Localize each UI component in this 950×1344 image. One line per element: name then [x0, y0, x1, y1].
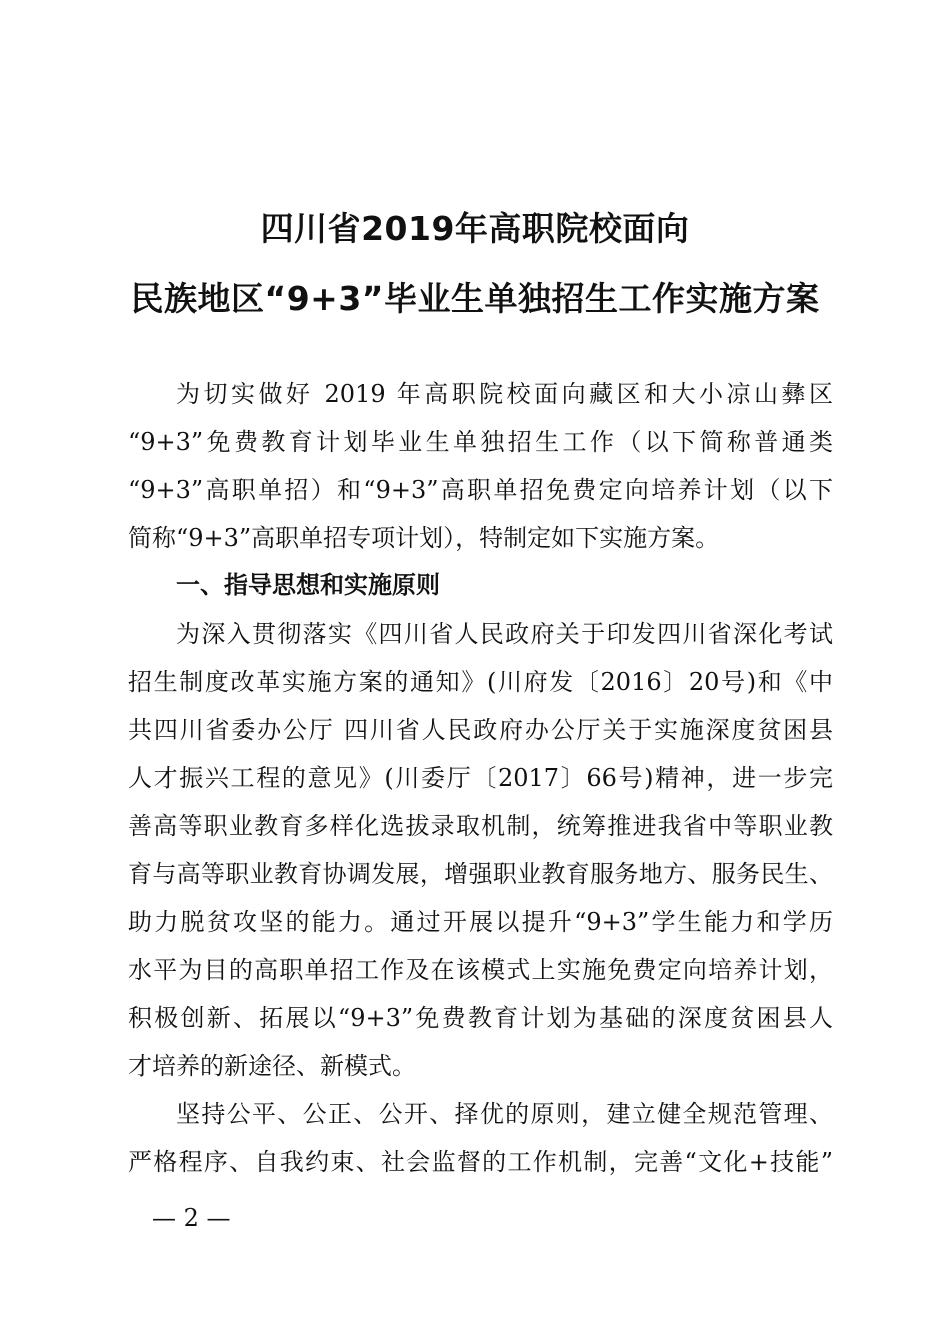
paragraph-line: 共四川省委办公厅 四川省人民政府办公厅关于实施深度贫困县 — [128, 716, 833, 744]
intro-line: “9+3”免费教育计划毕业生单独招生工作（以下简称普通类 — [128, 428, 833, 456]
paragraph-line: 水平为目的高职单招工作及在该模式上实施免费定向培养计划， — [128, 956, 833, 984]
paragraph-line: 坚持公平、公正、公开、择优的原则，建立健全规范管理、 — [176, 1100, 833, 1128]
intro-line: “9+3”高职单招）和“9+3”高职单招免费定向培养计划（以下 — [128, 476, 833, 504]
paragraph-line: 严格程序、自我约束、社会监督的工作机制，完善“文化+技能” — [128, 1148, 833, 1176]
paragraph-line: 育与高等职业教育协调发展，增强职业教育服务地方、服务民生、 — [128, 860, 833, 888]
page-number: — 2 — — [152, 1204, 231, 1232]
intro-line: 为切实做好 2019 年高职院校面向藏区和大小凉山彝区 — [176, 380, 833, 408]
paragraph-line: 积极创新、拓展以“9+3”免费教育计划为基础的深度贫困县人 — [128, 1004, 833, 1032]
paragraph-line: 招生制度改革实施方案的通知》(川府发〔2016〕20号)和《中 — [128, 668, 833, 696]
paragraph-line: 善高等职业教育多样化选拔录取机制，统筹推进我省中等职业教 — [128, 812, 833, 840]
paragraph-line: 助力脱贫攻坚的能力。通过开展以提升“9+3”学生能力和学历 — [128, 908, 833, 936]
intro-line: 简称“9+3”高职单招专项计划），特制定如下实施方案。 — [128, 524, 720, 552]
document-title-line-2: 民族地区“9+3”毕业生单独招生工作实施方案 — [130, 279, 820, 318]
section-heading: 一、指导思想和实施原则 — [176, 571, 440, 599]
paragraph-line: 才培养的新途径、新模式。 — [128, 1052, 416, 1080]
paragraph-line: 人才振兴工程的意见》(川委厅〔2017〕66号)精神，进一步完 — [128, 764, 833, 792]
paragraph-line: 为深入贯彻落实《四川省人民政府关于印发四川省深化考试 — [176, 620, 833, 648]
document-title-line-1: 四川省2019年高职院校面向 — [260, 209, 690, 248]
